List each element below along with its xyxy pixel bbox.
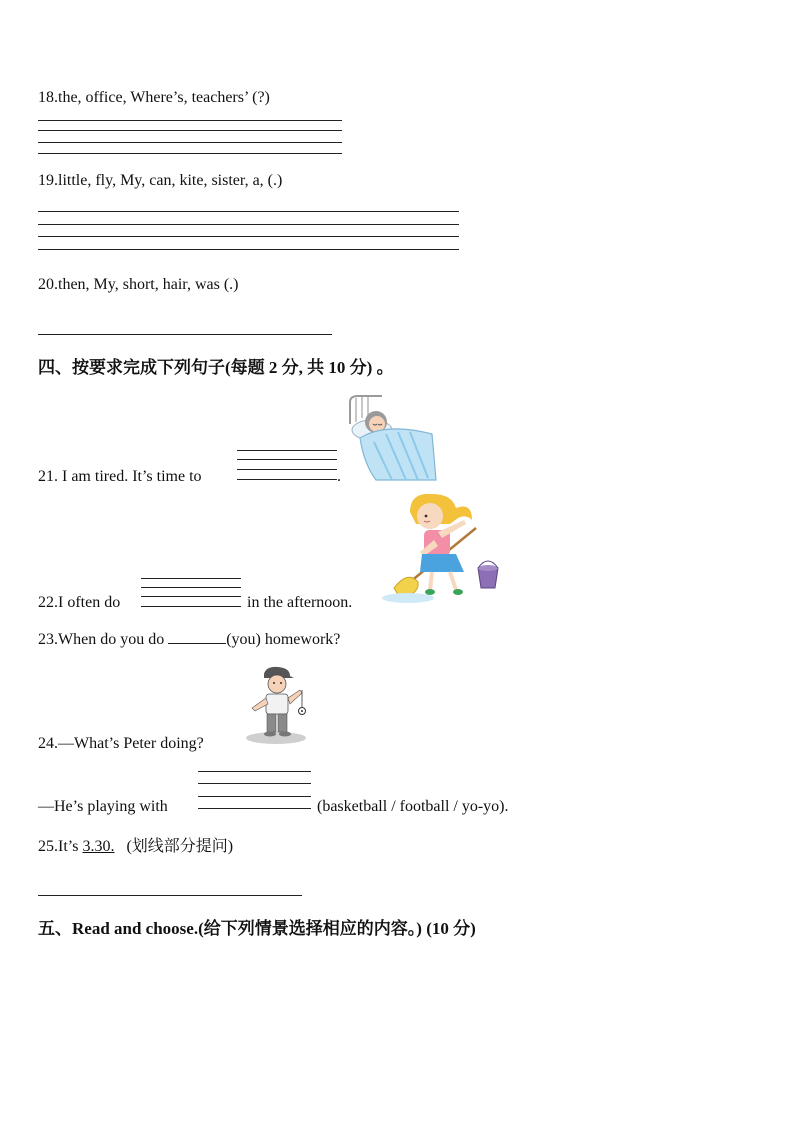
question-22-text: 22.I often do: [38, 594, 121, 611]
question-22-suffix: in the afternoon.: [247, 594, 353, 611]
bucket-icon: [478, 561, 498, 588]
answer-lines-24[interactable]: [198, 771, 311, 811]
boy-figure-icon: [252, 667, 302, 737]
section-5-title: Read and choose.: [72, 919, 199, 938]
blanket-icon: [360, 429, 436, 480]
section-5-heading: [38, 918, 476, 940]
section-4-heading: 四、按要求完成下列句子(每题 2 分, 共 10 分) 。: [38, 358, 394, 377]
question-21-text: 21. I am tired. It’s time to: [38, 468, 202, 485]
question-19: 19.little, fly, My, can, kite, sister, a, (.): [38, 172, 283, 189]
answer-line-25[interactable]: [38, 895, 302, 896]
ground-shadow-icon: [246, 732, 306, 744]
girl-figure-icon: [410, 494, 472, 595]
question-25-underlined-time: 3.30.: [82, 838, 115, 855]
answer-line-20[interactable]: [38, 334, 332, 335]
question-24-answer-text: —He’s playing with: [38, 798, 168, 815]
section-5-prefix: 五、: [38, 919, 72, 938]
question-23-suffix: (you) homework?: [226, 631, 341, 648]
answer-blank-23[interactable]: [168, 629, 226, 644]
question-23: [38, 629, 340, 650]
section-5-score: (10 分): [426, 919, 476, 938]
question-25-text: 25.It’s: [38, 838, 79, 855]
girl-mopping-image: [380, 490, 504, 606]
question-25-instruction: (划线部分提问): [126, 838, 234, 855]
girl-sleeping-image: [346, 394, 438, 482]
answer-lines-22[interactable]: [141, 578, 241, 608]
answer-lines-19[interactable]: [38, 211, 459, 251]
question-24: 24.—What’s Peter doing?: [38, 735, 204, 752]
question-23-text: 23.When do you do: [38, 631, 165, 648]
question-18: 18.the, office, Where’s, teachers’ (?): [38, 89, 270, 106]
section-5-instruction: (给下列情景选择相应的内容。): [198, 919, 422, 938]
question-25: [38, 837, 233, 857]
answer-lines-18[interactable]: [38, 120, 342, 156]
question-24-options: (basketball / football / yo-yo).: [317, 798, 509, 815]
question-21-period: .: [337, 468, 341, 485]
boy-yoyo-image: [244, 664, 314, 746]
answer-lines-21[interactable]: [237, 450, 337, 482]
question-20: 20.then, My, short, hair, was (.): [38, 276, 239, 293]
